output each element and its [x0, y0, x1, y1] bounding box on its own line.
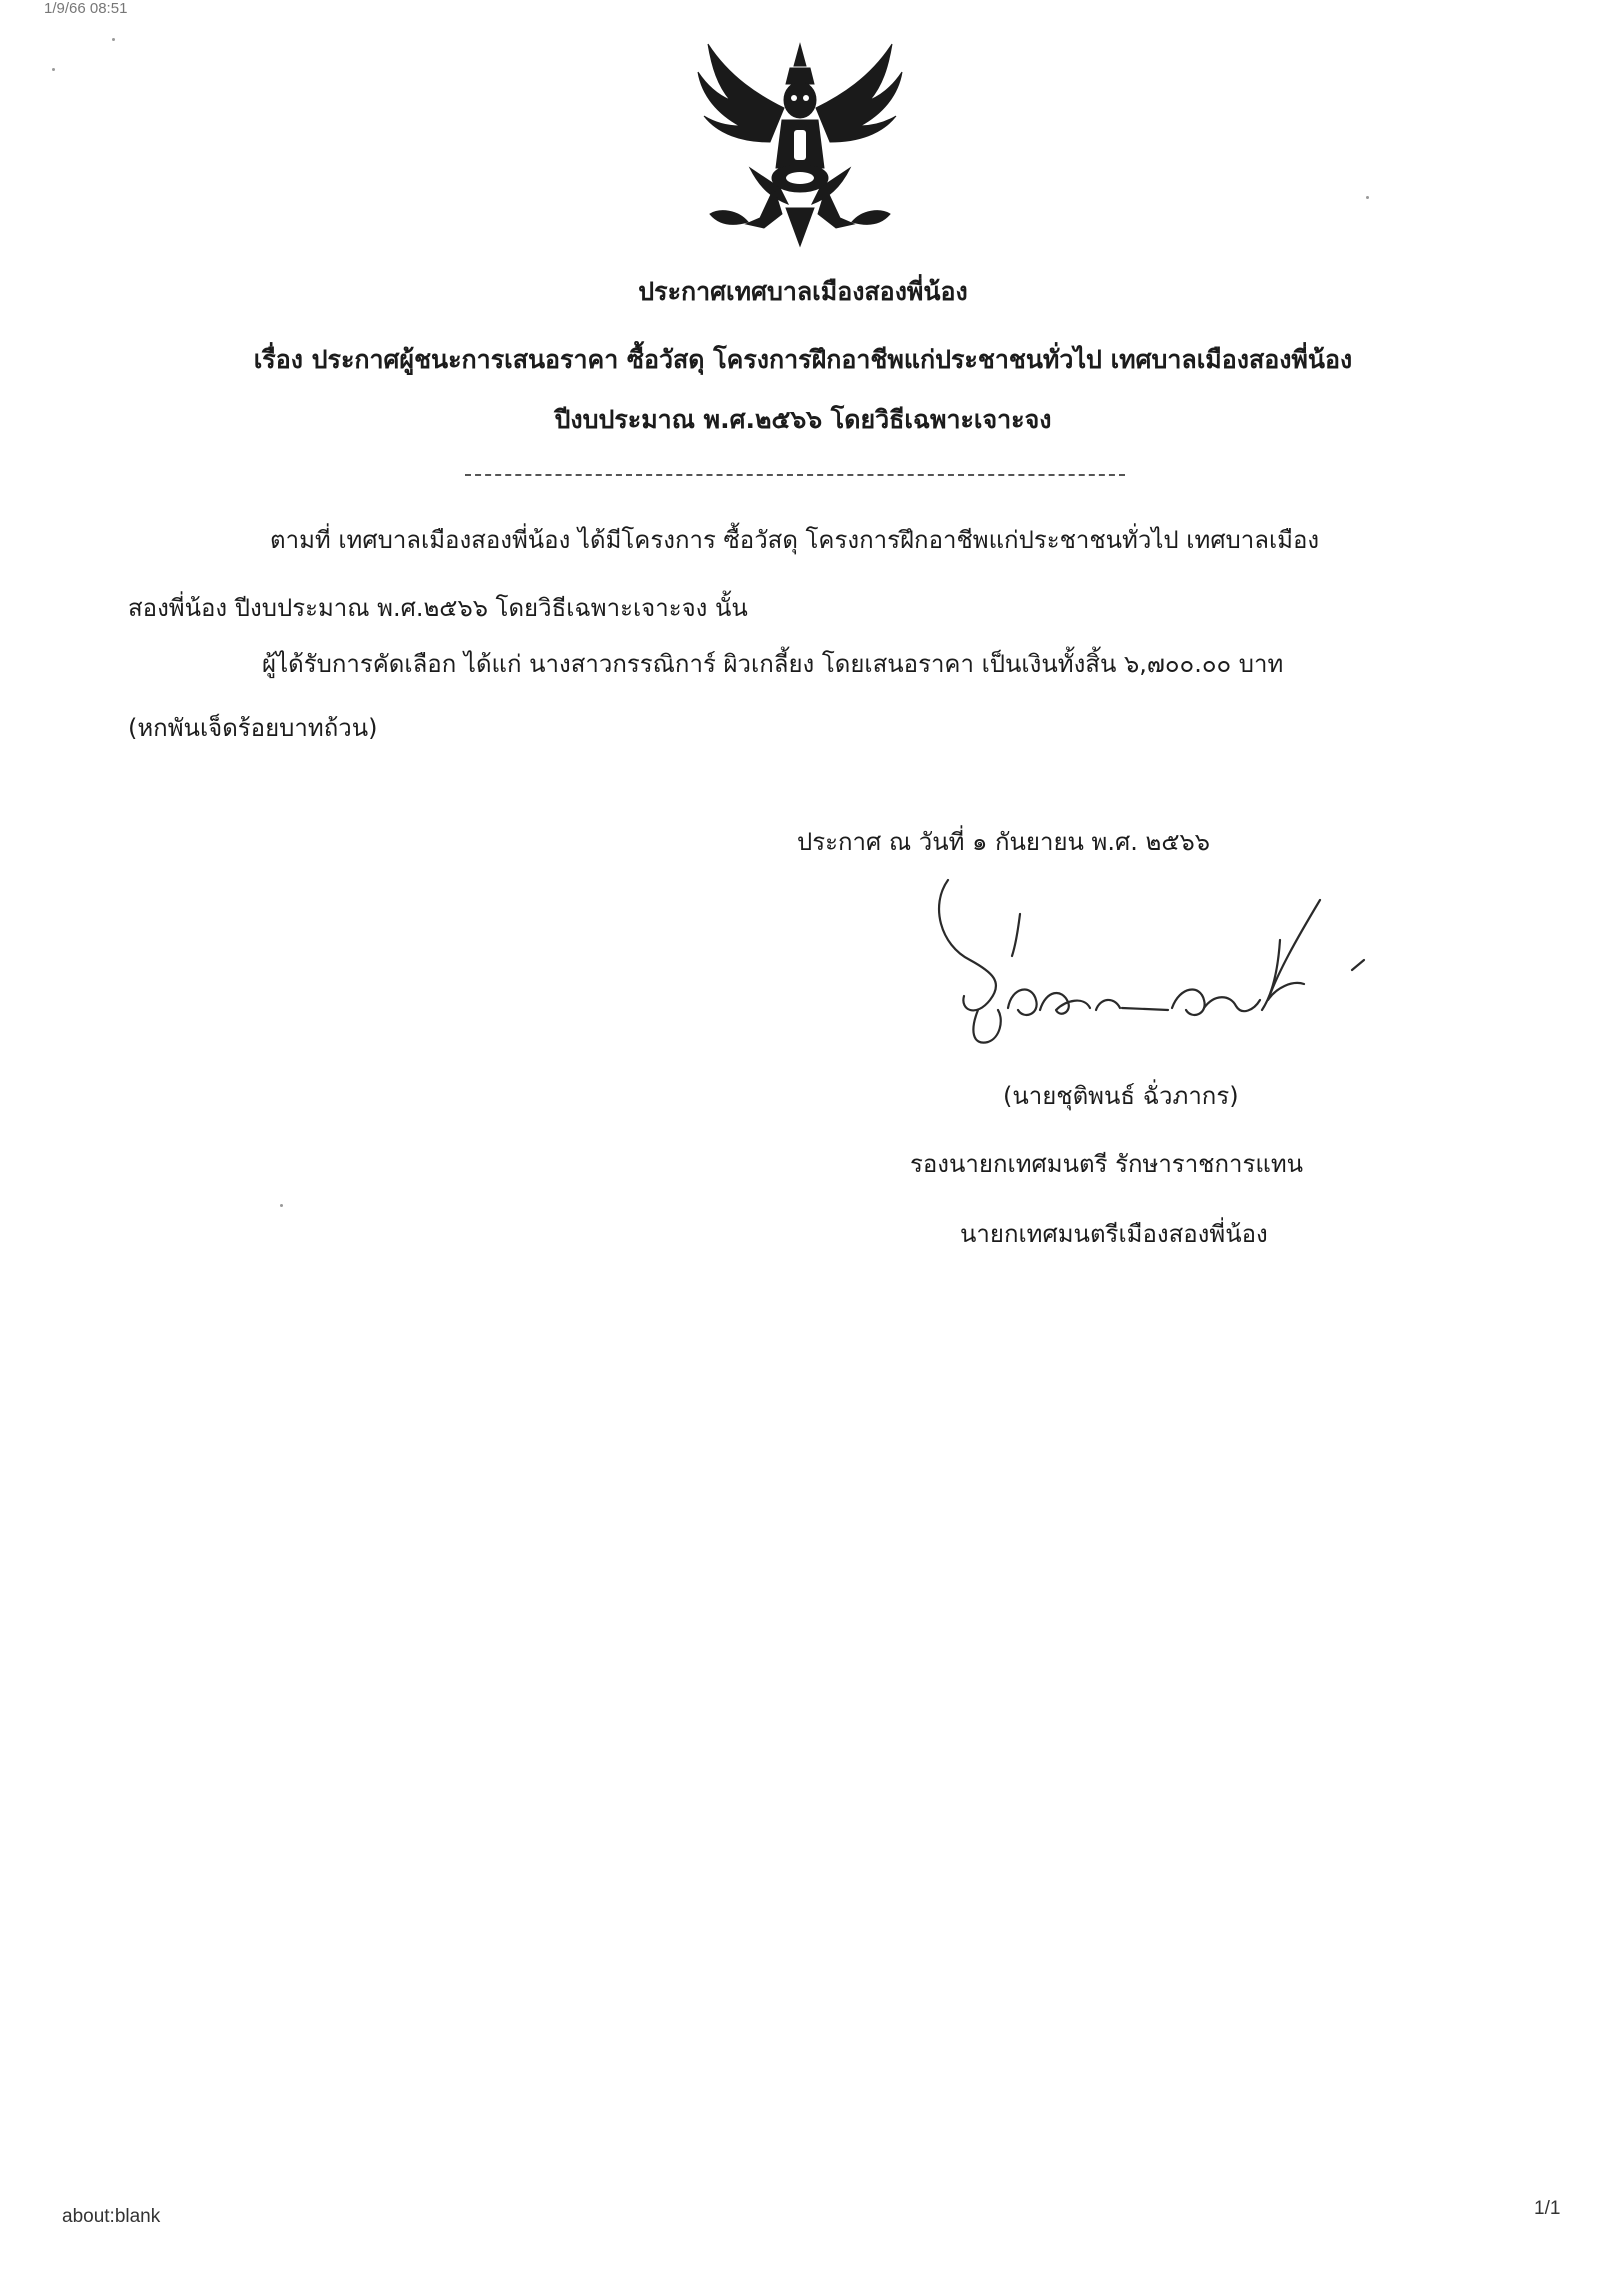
- scan-speck: [52, 68, 55, 71]
- handwritten-signature: [900, 860, 1370, 1050]
- scan-speck: [112, 38, 115, 41]
- announcement-subject-cont: ปีงบประมาณ พ.ศ.๒๕๖๖ โดยวิธีเฉพาะเจาะจง: [554, 405, 1052, 434]
- body-paragraph-1-line-1: ตามที่ เทศบาลเมืองสองพี่น้อง ได้มีโครงการ ซื้อวัสดุ โครงการฝึกอาชีพแก่ประชาชนทั่วไป เทศบาลเมือง: [270, 526, 1320, 554]
- garuda-emblem-icon: [690, 38, 910, 253]
- print-timestamp: 1/9/66 08:51: [44, 0, 128, 17]
- signatory-position: รองนายกเทศมนตรี รักษาราชการแทน: [910, 1150, 1304, 1178]
- signatory-name: (นายชุติพนธ์ ฉั่วภากร): [1003, 1082, 1239, 1110]
- announcement-subject: เรื่อง ประกาศผู้ชนะการเสนอราคา ซื้อวัสดุ โครงการฝึกอาชีพแก่ประชาชนทั่วไป เทศบาลเมืองสองพี่น้อง: [253, 345, 1353, 374]
- announcement-date: ประกาศ ณ วันที่ ๑ กันยายน พ.ศ. ๒๕๖๖: [797, 828, 1210, 856]
- dashed-separator: [465, 474, 1125, 476]
- signatory-position-cont: นายกเทศมนตรีเมืองสองพี่น้อง: [960, 1220, 1268, 1248]
- print-footer-page: 1/1: [1534, 2198, 1561, 2219]
- body-paragraph-2-line-1: ผู้ได้รับการคัดเลือก ได้แก่ นางสาวกรรณิการ์ ผิวเกลี้ยง โดยเสนอราคา เป็นเงินทั้งสิ้น ๖,๗๐๐.๐๐ บาท: [262, 650, 1284, 678]
- scan-speck: [1366, 196, 1369, 199]
- body-paragraph-1-line-2: สองพี่น้อง ปีงบประมาณ พ.ศ.๒๕๖๖ โดยวิธีเฉพาะเจาะจง นั้น: [128, 594, 748, 622]
- print-footer-url: about:blank: [62, 2206, 161, 2227]
- body-paragraph-2-line-2: (หกพันเจ็ดร้อยบาทถ้วน): [128, 714, 378, 742]
- scan-speck: [280, 1204, 283, 1207]
- announcement-title: ประกาศเทศบาลเมืองสองพี่น้อง: [638, 277, 968, 306]
